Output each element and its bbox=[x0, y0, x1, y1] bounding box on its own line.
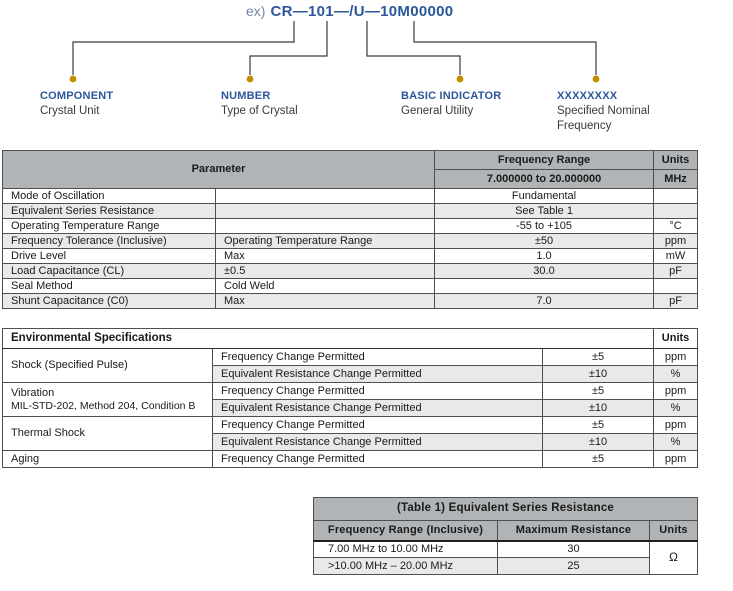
spec-row bbox=[3, 219, 698, 234]
test-cell: Equivalent Resistance Change Permitted bbox=[213, 366, 543, 383]
range-cell: >10.00 MHz – 20.00 MHz bbox=[314, 558, 498, 575]
env-row bbox=[3, 349, 698, 366]
connector-dot-icon bbox=[247, 76, 254, 83]
unit-cell: mW bbox=[654, 249, 698, 264]
esr-table-title: (Table 1) Equivalent Series Resistance bbox=[314, 498, 698, 521]
param-cell: Seal Method bbox=[3, 279, 216, 294]
value-cell: ±5 bbox=[543, 417, 654, 434]
value-cell: Fundamental bbox=[435, 189, 654, 204]
label-number-desc: Type of Crystal bbox=[221, 105, 298, 117]
unit-cell: ppm bbox=[654, 417, 698, 434]
unit-cell: % bbox=[654, 400, 698, 417]
esr-table bbox=[313, 497, 698, 575]
test-cell: Frequency Change Permitted bbox=[213, 383, 543, 400]
condition-cell bbox=[216, 219, 435, 234]
value-cell bbox=[435, 279, 654, 294]
esr-row bbox=[314, 541, 698, 558]
connector-dot-icon bbox=[593, 76, 600, 83]
group-name: Shock (Specified Pulse) bbox=[11, 359, 128, 372]
test-cell: Equivalent Resistance Change Permitted bbox=[213, 400, 543, 417]
value-cell: ±5 bbox=[543, 383, 654, 400]
condition-cell bbox=[216, 189, 435, 204]
env-row bbox=[3, 451, 698, 468]
value-cell: ±5 bbox=[543, 349, 654, 366]
spec-header-range-value: 7.000000 to 20.000000 bbox=[435, 170, 654, 189]
spec-row bbox=[3, 294, 698, 309]
group-name-cell bbox=[3, 349, 213, 383]
unit-cell: % bbox=[654, 366, 698, 383]
group-name-cell bbox=[3, 383, 213, 417]
spec-header-frequency-range: Frequency Range bbox=[435, 151, 654, 170]
connector-dot-icon bbox=[457, 76, 464, 83]
spec-row bbox=[3, 189, 698, 204]
test-cell: Equivalent Resistance Change Permitted bbox=[213, 434, 543, 451]
unit-cell bbox=[654, 204, 698, 219]
test-cell: Frequency Change Permitted bbox=[213, 451, 543, 468]
spec-header-units-value: MHz bbox=[654, 170, 698, 189]
param-cell: Drive Level bbox=[3, 249, 216, 264]
condition-cell: Max bbox=[216, 249, 435, 264]
label-basic-indicator-desc: General Utility bbox=[401, 105, 474, 117]
esr-header-range: Frequency Range (Inclusive) bbox=[314, 521, 498, 541]
spec-header-units: Units bbox=[654, 151, 698, 170]
param-cell: Shunt Capacitance (C0) bbox=[3, 294, 216, 309]
value-cell: See Table 1 bbox=[435, 204, 654, 219]
param-cell: Operating Temperature Range bbox=[3, 219, 216, 234]
value-cell: -55 to +105 bbox=[435, 219, 654, 234]
esr-header-resistance: Maximum Resistance bbox=[498, 521, 650, 541]
env-row bbox=[3, 383, 698, 400]
part-number-example bbox=[246, 3, 453, 21]
spec-header-parameter: Parameter bbox=[3, 151, 435, 189]
label-frequency-heading: XXXXXXXX bbox=[557, 90, 618, 102]
unit-cell bbox=[654, 189, 698, 204]
param-cell: Load Capacitance (CL) bbox=[3, 264, 216, 279]
spec-row bbox=[3, 264, 698, 279]
unit-cell: ppm bbox=[654, 451, 698, 468]
resistance-cell: 25 bbox=[498, 558, 650, 575]
env-row bbox=[3, 417, 698, 434]
value-cell: ±10 bbox=[543, 434, 654, 451]
condition-cell: Operating Temperature Range bbox=[216, 234, 435, 249]
example-prefix: ex) bbox=[246, 3, 266, 19]
spec-row bbox=[3, 249, 698, 264]
group-name: Vibration bbox=[11, 387, 55, 400]
environmental-units-header: Units bbox=[654, 329, 698, 349]
spec-row bbox=[3, 204, 698, 219]
connector-line-component bbox=[73, 21, 294, 75]
group-name-cell bbox=[3, 451, 213, 468]
group-name-cell bbox=[3, 417, 213, 451]
unit-cell: pF bbox=[654, 294, 698, 309]
connector-dot-icon bbox=[70, 76, 77, 83]
value-cell: 7.0 bbox=[435, 294, 654, 309]
value-cell: 1.0 bbox=[435, 249, 654, 264]
label-component-desc: Crystal Unit bbox=[40, 105, 100, 117]
label-component-heading: COMPONENT bbox=[40, 90, 114, 102]
connector-line-frequency bbox=[414, 21, 596, 75]
group-detail: MIL-STD-202, Method 204, Condition B bbox=[11, 399, 196, 412]
environmental-table bbox=[2, 328, 698, 468]
unit-cell: ppm bbox=[654, 383, 698, 400]
label-basic-indicator-heading: BASIC INDICATOR bbox=[401, 90, 502, 102]
spec-row bbox=[3, 234, 698, 249]
environmental-title: Environmental Specifications bbox=[3, 329, 654, 349]
label-frequency-desc: Specified Nominal Frequency bbox=[557, 105, 650, 132]
param-cell: Equivalent Series Resistance bbox=[3, 204, 216, 219]
value-cell: ±50 bbox=[435, 234, 654, 249]
part-number: CR—101—/U—10M00000 bbox=[270, 3, 454, 20]
condition-cell: Cold Weld bbox=[216, 279, 435, 294]
unit-cell: pF bbox=[654, 264, 698, 279]
condition-cell bbox=[216, 204, 435, 219]
label-number-heading: NUMBER bbox=[221, 90, 271, 102]
unit-cell: % bbox=[654, 434, 698, 451]
connector-line-number bbox=[250, 21, 327, 75]
param-cell: Mode of Oscillation bbox=[3, 189, 216, 204]
condition-cell: ±0.5 bbox=[216, 264, 435, 279]
group-name: Aging bbox=[11, 452, 40, 465]
label-basic-indicator bbox=[401, 89, 501, 119]
spec-row bbox=[3, 279, 698, 294]
esr-header-units: Units bbox=[650, 521, 698, 541]
value-cell: ±10 bbox=[543, 366, 654, 383]
condition-cell: Max bbox=[216, 294, 435, 309]
unit-cell: Ω bbox=[650, 541, 698, 575]
unit-cell: ppm bbox=[654, 349, 698, 366]
value-cell: ±5 bbox=[543, 451, 654, 468]
test-cell: Frequency Change Permitted bbox=[213, 349, 543, 366]
value-cell: 30.0 bbox=[435, 264, 654, 279]
label-component bbox=[40, 89, 113, 119]
range-cell: 7.00 MHz to 10.00 MHz bbox=[314, 541, 498, 558]
label-frequency bbox=[557, 89, 669, 134]
resistance-cell: 30 bbox=[498, 541, 650, 558]
unit-cell bbox=[654, 279, 698, 294]
value-cell: ±10 bbox=[543, 400, 654, 417]
group-name: Thermal Shock bbox=[11, 427, 85, 440]
test-cell: Frequency Change Permitted bbox=[213, 417, 543, 434]
label-number bbox=[221, 89, 298, 119]
unit-cell: °C bbox=[654, 219, 698, 234]
param-cell: Frequency Tolerance (Inclusive) bbox=[3, 234, 216, 249]
unit-cell: ppm bbox=[654, 234, 698, 249]
esr-row bbox=[314, 558, 698, 575]
spec-table bbox=[2, 150, 698, 309]
